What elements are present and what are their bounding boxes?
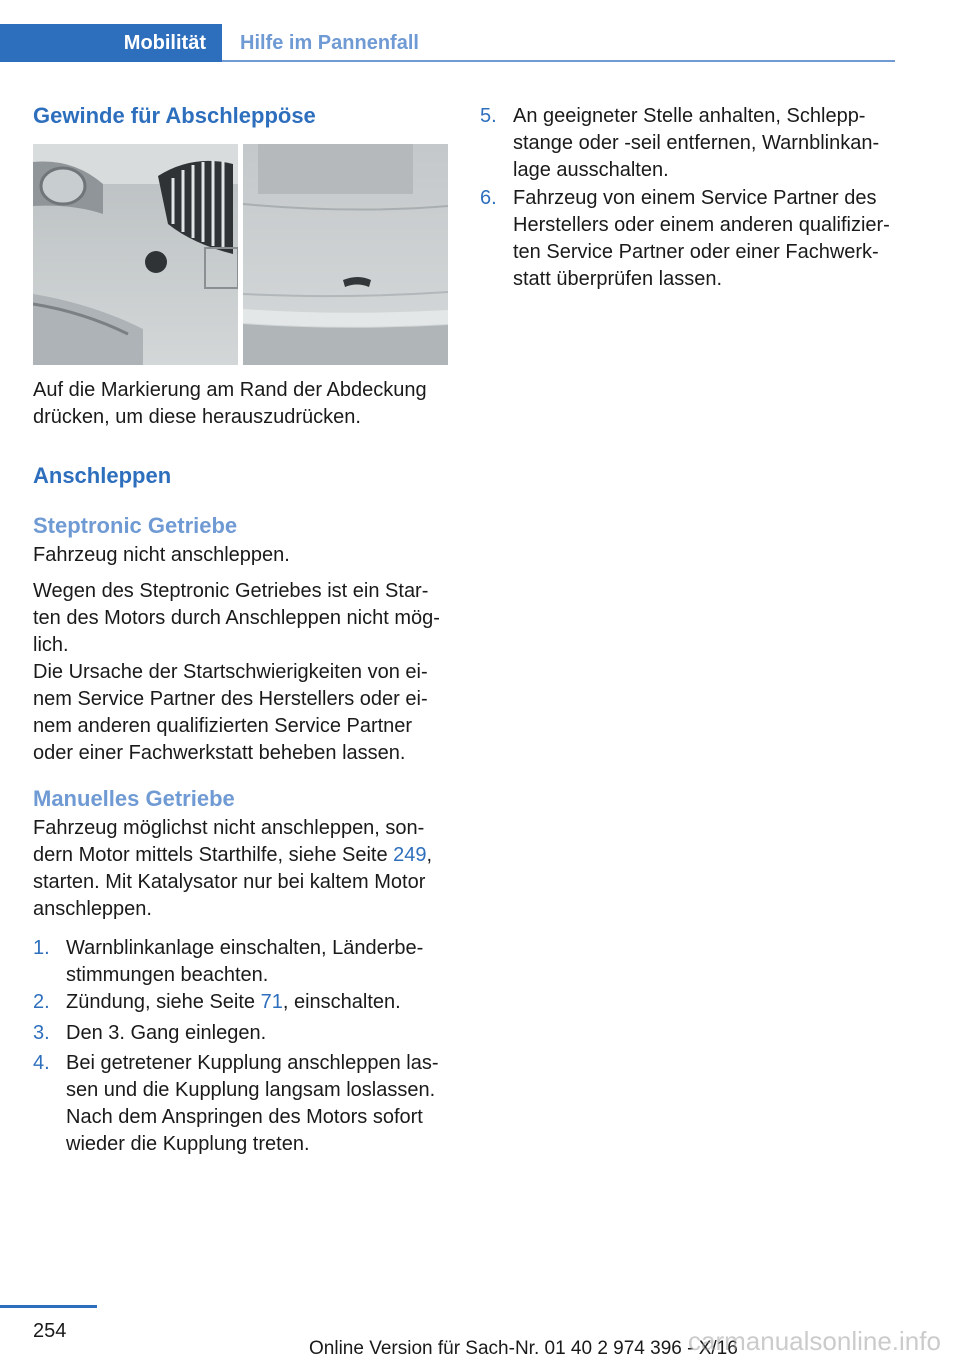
text-line: anschleppen. [33, 898, 152, 920]
text-line: lage ausschalten. [513, 159, 669, 181]
text-line: Bei getretener Kupplung anschleppen las‐ [66, 1052, 439, 1074]
heading-thread: Gewinde für Abschleppöse [33, 103, 316, 128]
page-link-71[interactable]: 71 [260, 991, 283, 1013]
text-span: dern Motor mittels Starthilfe, siehe Seite [33, 844, 394, 866]
step-number: 1. [33, 937, 50, 959]
text-span: , [426, 844, 433, 866]
footer-rule [0, 1305, 97, 1308]
subheading-steptronic: Steptronic Getriebe [33, 513, 238, 538]
text-line: Nach dem Anspringen des Motors sofort [66, 1106, 423, 1128]
text-line: statt überprüfen lassen. [513, 268, 723, 290]
step-number: 4. [33, 1052, 50, 1074]
steptronic-paragraph-2 [33, 578, 449, 659]
text-line: oder einer Fachwerkstatt beheben lassen. [33, 742, 406, 764]
text-line: nem Service Partner des Herstellers oder ei‐ [33, 688, 428, 710]
tow-eye-cover-photo [33, 144, 448, 365]
step-text [513, 103, 896, 184]
page-number: 254 [33, 1320, 67, 1342]
watermark: carmanualsonline.info [688, 1326, 941, 1356]
chapter-tabs [0, 0, 895, 62]
caption-line: Auf die Markierung am Rand der Abdeckung [33, 379, 427, 401]
subheading-manual: Manuelles Getriebe [33, 786, 235, 811]
manual-paragraph [33, 815, 449, 923]
tab-mobilitaet[interactable]: Mobilität [0, 24, 222, 62]
step-text: Den 3. Gang einlegen. [66, 1022, 267, 1044]
step-text [66, 989, 449, 1016]
page-link-249[interactable]: 249 [393, 844, 427, 866]
text-line: Herstellers oder einem anderen qualifizier‐ [513, 214, 890, 236]
text-span: , einschalten. [282, 991, 401, 1013]
text-line: ten des Motors durch Anschleppen nicht mög‐ [33, 607, 440, 629]
text-line: An geeigneter Stelle anhalten, Schlepp‐ [513, 105, 866, 127]
caption-line: drücken, um diese herauszudrücken. [33, 406, 361, 428]
text-line: Wegen des Steptronic Getriebes ist ein Star‐ [33, 580, 429, 602]
tab-hilfe-im-pannenfall[interactable]: Hilfe im Pannenfall [240, 31, 419, 54]
heading-towing: Anschleppen [33, 463, 172, 488]
text-line [33, 842, 449, 869]
steptronic-paragraph-1: Fahrzeug nicht anschleppen. [33, 544, 290, 566]
text-line: Warnblinkanlage einschalten, Länderbe‐ [66, 937, 424, 959]
step-number: 3. [33, 1022, 50, 1044]
photo-caption [33, 377, 449, 431]
text-line: ten Service Partner oder einer Fachwerk‐ [513, 241, 879, 263]
text-line: nem anderen qualifizierten Service Partner [33, 715, 413, 737]
step-number: 6. [480, 187, 497, 209]
text-line: stange oder ‑seil entfernen, Warnblinkan‐ [513, 132, 880, 154]
step-text [513, 185, 896, 293]
step-number: 2. [33, 991, 50, 1013]
text-line: Die Ursache der Startschwierigkeiten von ei‐ [33, 661, 428, 683]
text-line: sen und die Kupplung langsam loslassen. [66, 1079, 436, 1101]
steptronic-paragraph-3 [33, 659, 449, 767]
text-line: Fahrzeug möglichst nicht anschleppen, son‐ [33, 817, 425, 839]
step-number: 5. [480, 105, 497, 127]
header-rule [222, 60, 895, 62]
text-line: Fahrzeug von einem Service Partner des [513, 187, 877, 209]
text-span: Zündung, siehe Seite [66, 991, 261, 1013]
step-text [66, 1050, 449, 1158]
text-line: lich. [33, 634, 69, 656]
step-text [66, 935, 449, 989]
version-footer: Online Version für Sach-Nr. 01 40 2 974 396 - X/16 [309, 1338, 738, 1359]
text-line: stimmungen beachten. [66, 964, 269, 986]
text-line: wieder die Kupplung treten. [66, 1133, 310, 1155]
text-line: starten. Mit Katalysator nur bei kaltem Motor [33, 871, 426, 893]
